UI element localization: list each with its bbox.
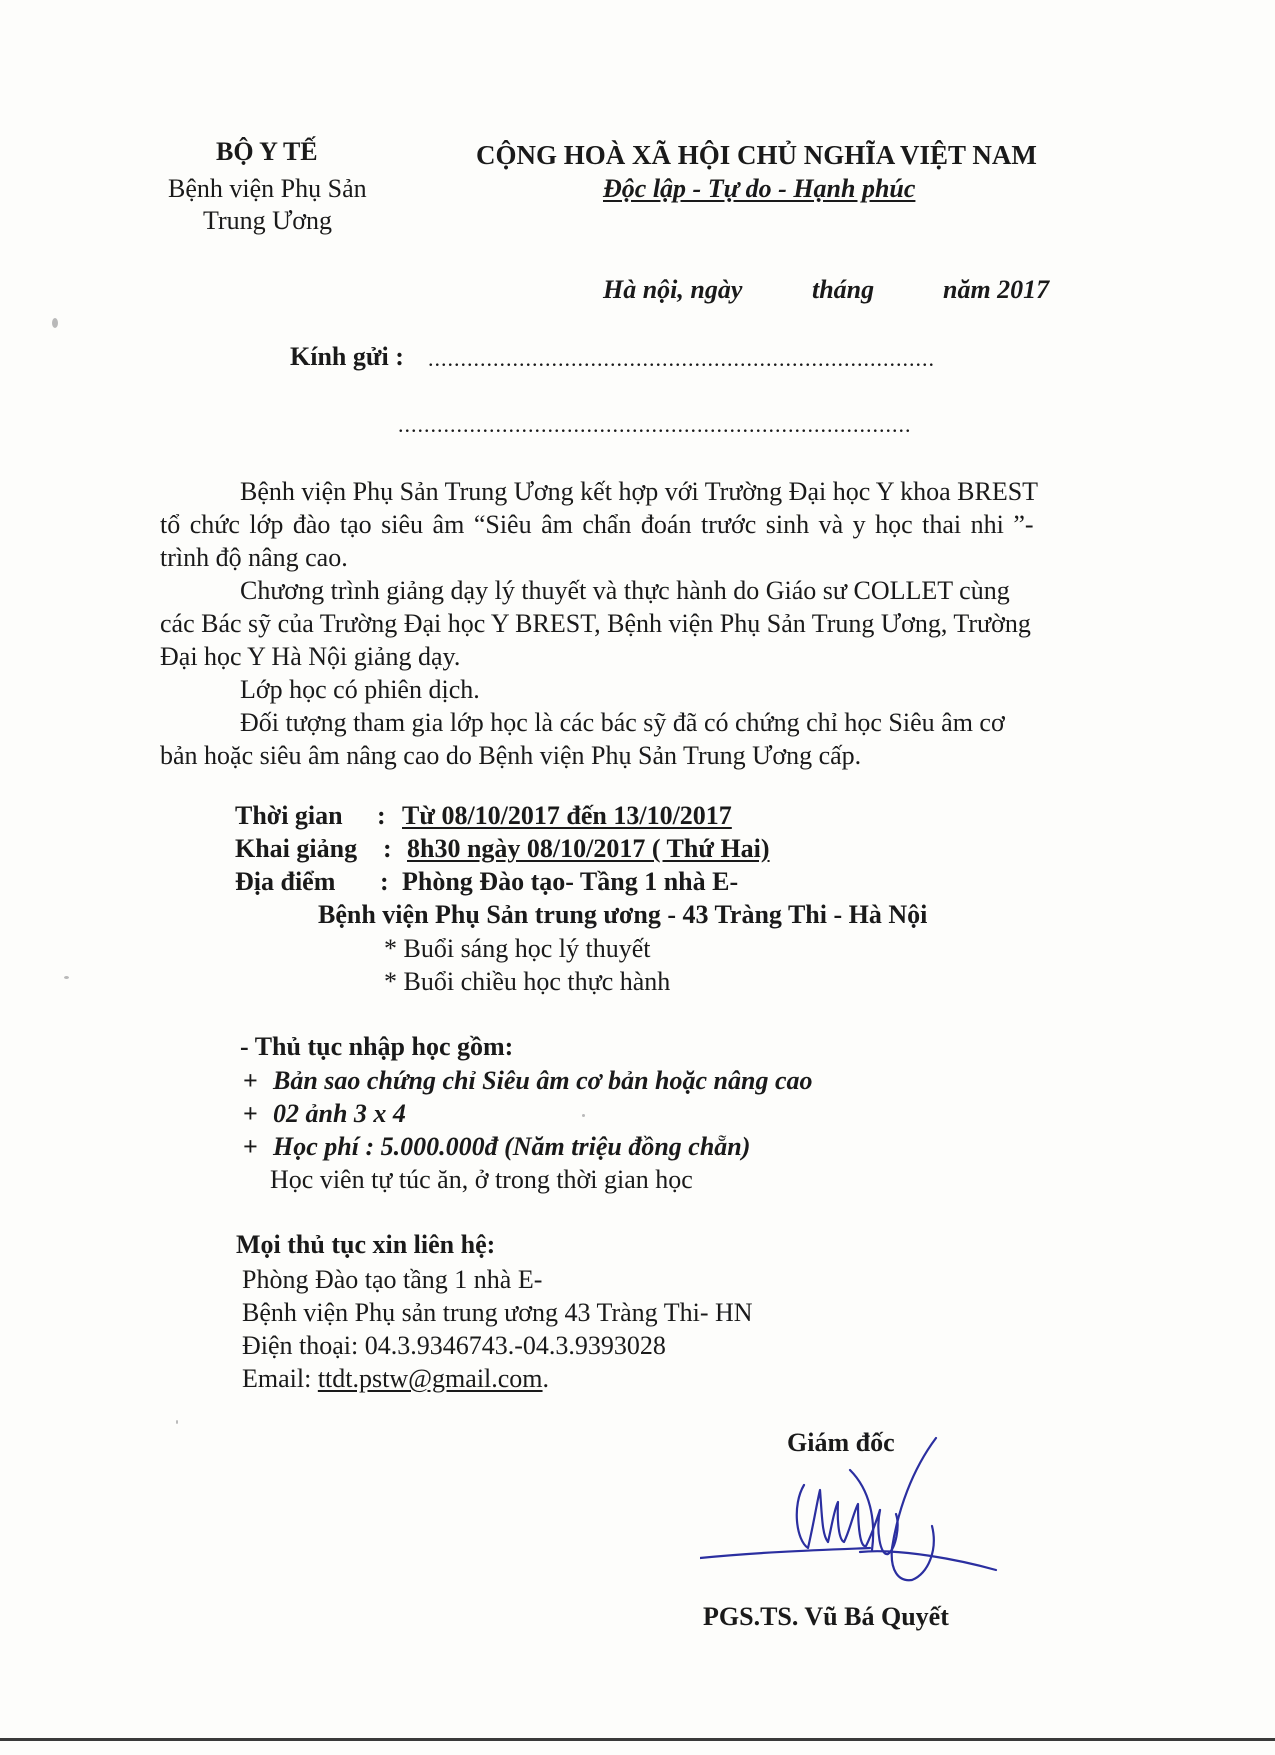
paragraph-1-line-2: tổ chức lớp đào tạo siêu âm “Siêu âm chẩn đoán trước sinh và y học thai nhi ”-: [160, 510, 1034, 539]
paragraph-3: Lớp học có phiên dịch.: [240, 675, 480, 704]
procedure-item-2: 02 ảnh 3 x 4: [273, 1099, 406, 1128]
contact-email-label: Email:: [242, 1364, 318, 1393]
contact-title: Mọi thủ tục xin liên hệ:: [236, 1230, 496, 1259]
hospital-name-line1: Bệnh viện Phụ Sản: [168, 174, 367, 203]
contact-email-line: [242, 1364, 549, 1394]
opening-value: 8h30 ngày 08/10/2017 ( Thứ Hai): [407, 834, 770, 863]
paragraph-2-line-2: các Bác sỹ của Trường Đại học Y BREST, Bệnh viện Phụ Sản Trung Ương, Trường: [160, 609, 1031, 638]
recipient-blank-1: ..............................................................................: [428, 346, 935, 371]
scan-bottom-edge: [0, 1738, 1275, 1741]
location-value-line2: Bệnh viện Phụ Sản trung ương - 43 Tràng Thi - Hà Nội: [318, 900, 928, 929]
location-colon: :: [380, 867, 389, 896]
signature-position: Giám đốc: [787, 1428, 895, 1457]
procedure-title: - Thủ tục nhập học gồm:: [240, 1032, 514, 1061]
paragraph-4-line-2: bản hoặc siêu âm nâng cao do Bệnh viện Phụ Sản Trung Ương cấp.: [160, 741, 862, 770]
contact-email-end: .: [542, 1364, 550, 1393]
ministry-name: BỘ Y TẾ: [216, 137, 318, 166]
time-value: Từ 08/10/2017 đến 13/10/2017: [402, 801, 732, 830]
scan-speck: [52, 318, 58, 328]
signatory-name: PGS.TS. Vũ Bá Quyết: [703, 1602, 949, 1631]
recipient-blank-2: ...............................................................................: [398, 412, 912, 437]
hospital-name-line2: Trung Ương: [203, 206, 333, 235]
recipient-label: Kính gửi :: [290, 342, 404, 371]
paragraph-1-line-3: trình độ nâng cao.: [160, 543, 348, 572]
procedure-item-3: Học phí : 5.000.000đ (Năm triệu đồng chẵn): [273, 1132, 751, 1161]
paragraph-2-line-1: Chương trình giảng dạy lý thuyết và thực hành do Giáo sư COLLET cùng: [240, 576, 1010, 605]
paragraph-4-line-1: Đối tượng tham gia lớp học là các bác sỹ đã có chứng chỉ học Siêu âm cơ: [240, 708, 1005, 737]
handwritten-signature: [700, 1430, 1000, 1600]
location-label: Địa điểm: [235, 867, 336, 896]
time-label: Thời gian: [235, 801, 343, 830]
scan-speck: [176, 1420, 178, 1424]
morning-session: * Buổi sáng học lý thuyết: [384, 934, 651, 963]
scan-speck: [64, 976, 69, 979]
contact-phone: Điện thoại: 04.3.9346743.-04.3.9393028: [242, 1331, 666, 1360]
contact-email-link[interactable]: ttdt.pstw@gmail.com: [317, 1364, 543, 1393]
national-motto: Độc lập - Tự do - Hạnh phúc: [603, 174, 916, 203]
procedure-bullet-2: +: [243, 1099, 258, 1128]
afternoon-session: * Buổi chiều học thực hành: [384, 967, 671, 996]
paragraph-2-line-3: Đại học Y Hà Nội giảng dạy.: [160, 642, 461, 671]
country-name: CỘNG HOÀ XÃ HỘI CHỦ NGHĨA VIỆT NAM: [476, 140, 1037, 170]
paragraph-1-line-1: Bệnh viện Phụ Sản Trung Ương kết hợp với Trường Đại học Y khoa BREST: [240, 477, 1039, 506]
time-colon: :: [377, 801, 386, 830]
contact-line-1: Phòng Đào tạo tầng 1 nhà E-: [242, 1265, 543, 1294]
contact-line-2: Bệnh viện Phụ sản trung ương 43 Tràng Thi- HN: [242, 1298, 753, 1327]
opening-colon: :: [383, 834, 392, 863]
date-year: năm 2017: [943, 275, 1050, 304]
date-month: tháng: [812, 275, 875, 304]
location-value: Phòng Đào tạo- Tầng 1 nhà E-: [402, 867, 739, 896]
procedure-bullet-3: +: [243, 1132, 258, 1161]
procedure-item-1: Bản sao chứng chỉ Siêu âm cơ bản hoặc nâng cao: [273, 1066, 813, 1095]
date-place-day: Hà nội, ngày: [603, 275, 743, 304]
scan-speck: [582, 1114, 585, 1117]
procedure-note: Học viên tự túc ăn, ở trong thời gian học: [270, 1165, 693, 1194]
procedure-bullet-1: +: [243, 1066, 258, 1095]
opening-label: Khai giảng: [235, 834, 358, 863]
